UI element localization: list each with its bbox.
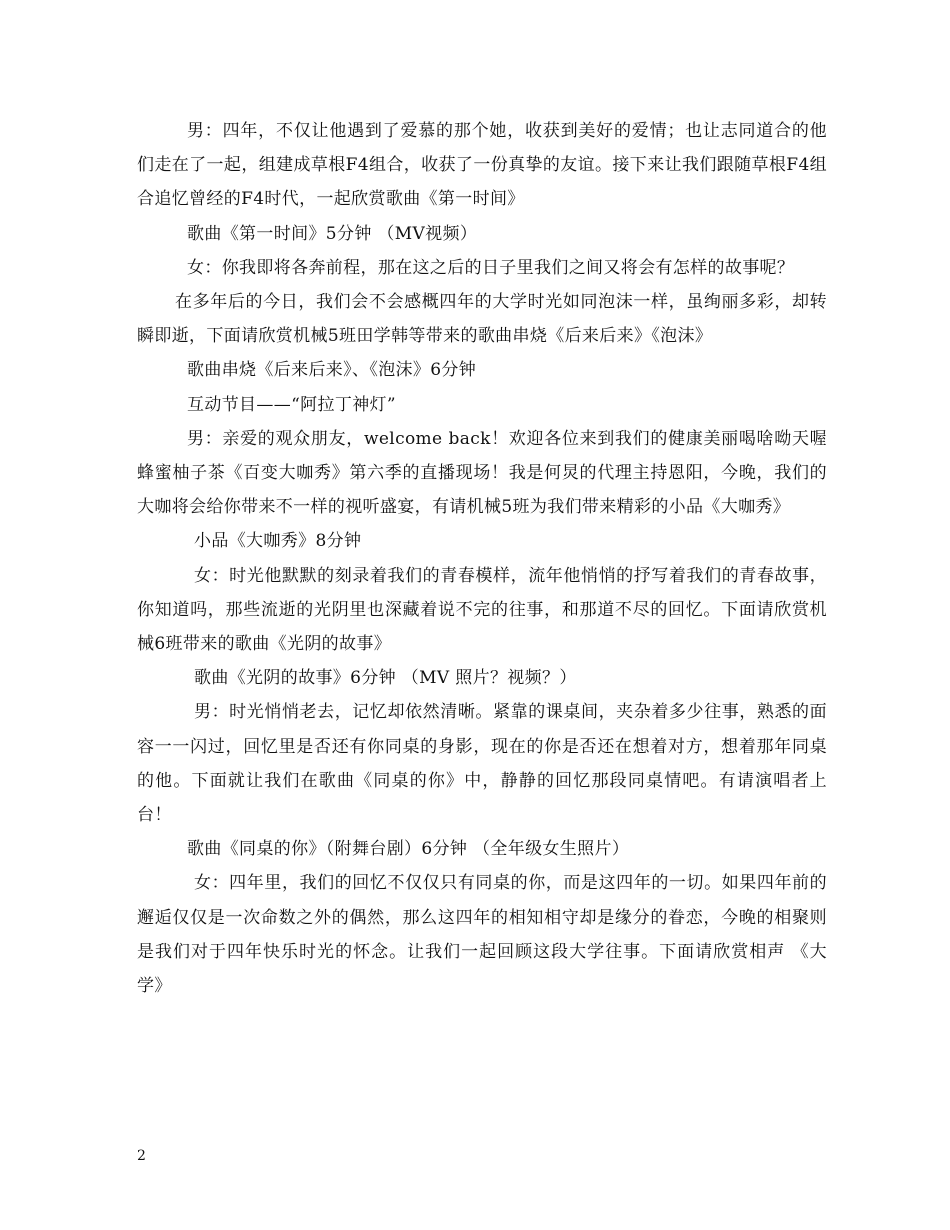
document-body [137,114,827,1003]
paragraph-male-host-intro-f4: 男：四年，不仅让他遇到了爱慕的那个她，收获到美好的爱情；也让志同道合的他们走在了一起，组建成草根F4组合，收获了一份真挚的友谊。接下来让我们跟随草根F4组合追忆曾经的F4时代，一起欣赏歌曲《第一时间》 [137,121,827,210]
paragraph-song-medley-intro: 在多年后的今日，我们会不会感概四年的大学时光如同泡沫一样，虽绚丽多彩，却转瞬即逝，下面请欣赏机械5班田学韩等带来的歌曲串烧《后来后来》《泡沫》 [137,292,827,347]
paragraph-female-host-crosstalk: 女：四年里，我们的回忆不仅仅只有同桌的你，而是这四年的一切。如果四年前的邂逅仅仅是一次命数之外的偶然，那么这四年的相知相守却是缘分的眷恋，今晚的相聚则是我们对于四年快乐时光的怀念。让我们一起回顾这段大学往事。下面请欣赏相声 《大学》 [137,873,827,997]
paragraph-female-host-time-story: 女：时光他默默的刻录着我们的青春模样，流年他悄悄的抒写着我们的青春故事，你知道吗，那些流逝的光阴里也深藏着说不完的往事，和那道不尽的回忆。下面请欣赏机械6班带来的歌曲《光阴的故事》 [137,565,827,655]
paragraph-male-host-sketch-intro: 男：亲爱的观众朋友，welcome back！欢迎各位来到我们的健康美丽喝啥呦天喔蜂蜜柚子茶《百变大咖秀》第六季的直播现场！我是何炅的代理主持恩阳，今晚，我们的大咖将会给你带来不一样的视听盛宴，有请机械5班为我们带来精彩的小品《大咖秀》 [137,428,827,518]
program-item-song-medley: 歌曲串烧《后来后来》、《泡沫》6分钟 [187,360,477,381]
paragraph-male-host-deskmate: 男：时光悄悄老去，记忆却依然清晰。紧靠的课桌间，夹杂着多少往事，熟悉的面容一一闪过，回忆里是否还有你同桌的身影，现在的你是否还在想着对方，想着那年同桌的他。下面就让我们在歌曲《同桌的你》中，静静的回忆那段同桌情吧。有请演唱者上台！ [137,702,827,826]
program-item-song-time-story: 歌曲《光阴的故事》6分钟 （MV 照片？视频？） [194,668,577,689]
program-item-sketch: 小品《大咖秀》8分钟 [194,531,362,552]
program-item-song-deskmate: 歌曲《同桌的你》（附舞台剧）6分钟 （全年级女生照片） [187,839,630,860]
page-number: 2 [137,1148,146,1164]
program-item-song-first-time: 歌曲《第一时间》5分钟 （MV视频） [187,223,478,244]
paragraph-female-host-future: 女：你我即将各奔前程，那在这之后的日子里我们之间又将会有怎样的故事呢？ [187,257,795,278]
program-item-interactive: 互动节目——“阿拉丁神灯” [187,394,396,415]
